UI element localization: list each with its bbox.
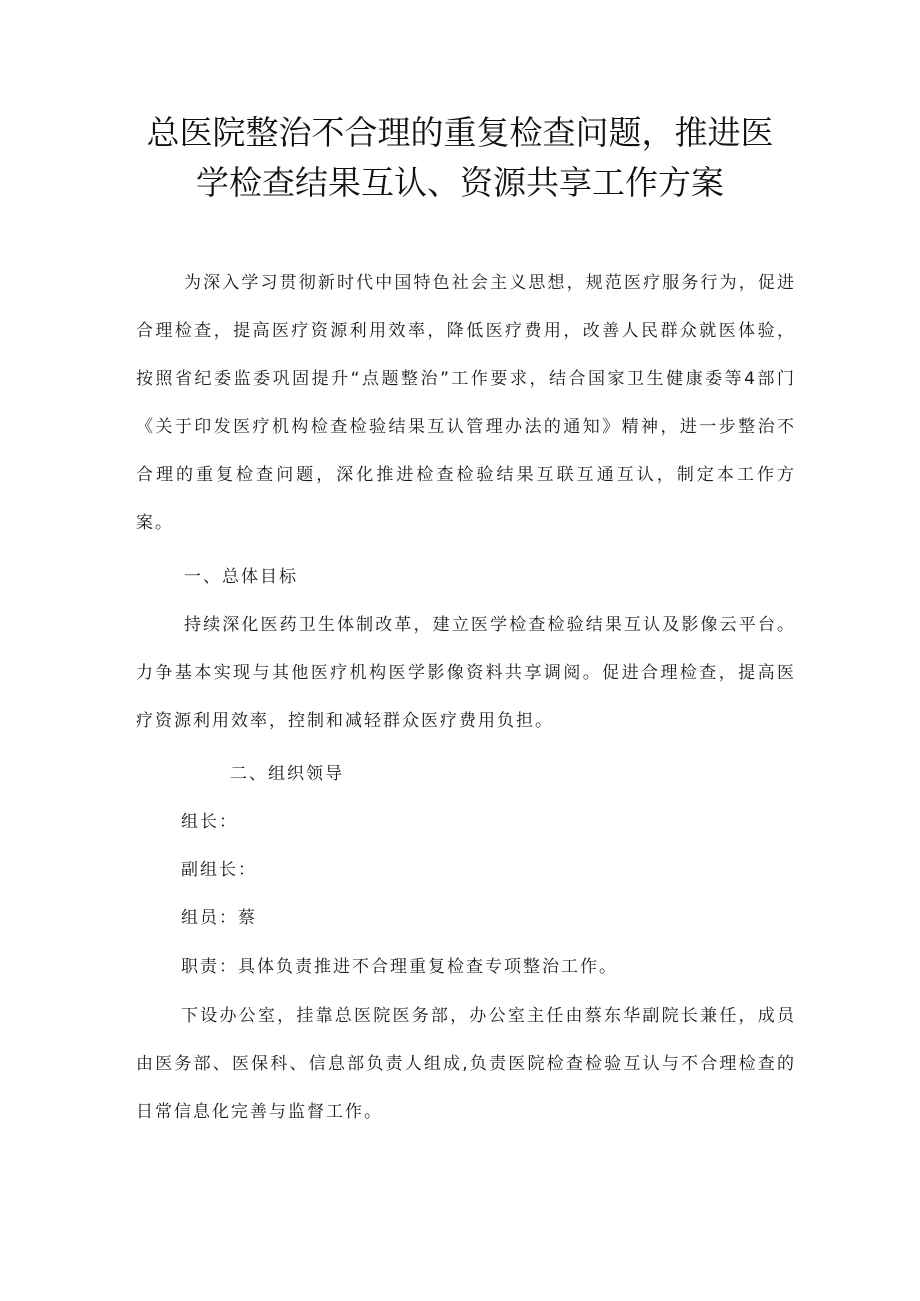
title-line-1: 总医院整治不合理的重复检查问题，推进医 [146,113,774,152]
section-heading-goals: 一、总体目标 [184,567,298,587]
leader-line: 组长： [181,812,238,832]
duty-line: 职责：具体负责推进不合理重复检查专项整治工作。 [181,957,618,977]
goals-paragraph: 持续深化医药卫生体制改革，建立医学检查检验结果互认及影像云平台。力争基本实现与其他医疗机构医学影像资料共享调阅。促进合理检查，提高医疗资源利用效率，控制和减轻群众医疗费用负担。 [136,615,796,731]
vice-leader-line: 副组长： [181,860,257,880]
title-line-2: 学检查结果互认、资源共享工作方案 [196,163,724,202]
office-paragraph: 下设办公室，挂靠总医院医务部，办公室主任由蔡东华副院长兼任，成员由医务部、医保科、信息部负责人组成,负责医院检查检验互认与不合理检查的日常信息化完善与监督工作。 [136,1006,796,1122]
intro-paragraph: 为深入学习贯彻新时代中国特色社会主义思想，规范医疗服务行为，促进合理检查，提高医疗资源利用效率，降低医疗费用，改善人民群众就医体验，按照省纪委监委巩固提升“点题整治”工作要求，结合国家卫生健康委等4部门《关于印发医疗机构检查检验结果互认管理办法的通知》精神，进一步整治不合理的重复检查问题，深化推进检查检验结果互联互通互认，制定本工作方案。 [136,273,796,533]
members-line: 组员：蔡 [181,908,257,928]
section-heading-organization: 二、组织领导 [230,764,344,784]
document-title [120,108,800,208]
